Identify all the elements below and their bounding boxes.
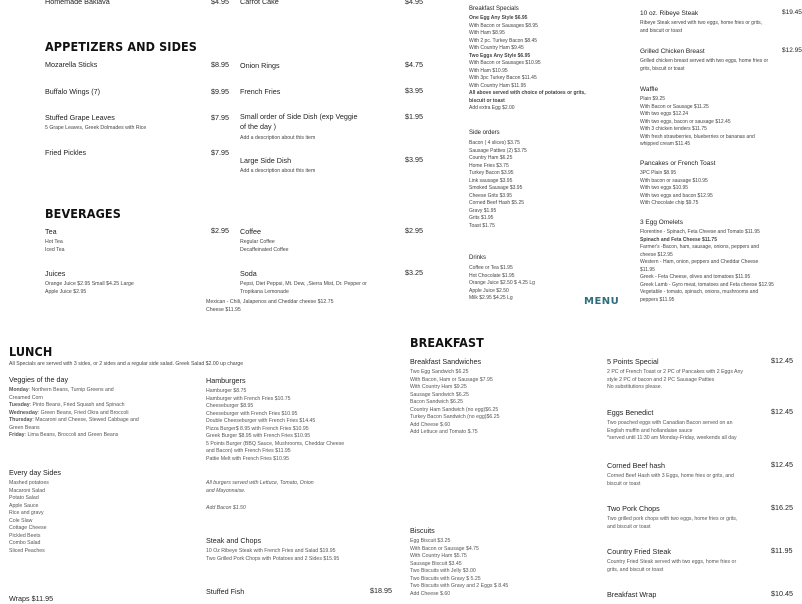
section-heading-breakfast: BREAKFAST — [410, 335, 484, 350]
menu-item-price: $4.75 — [405, 60, 423, 69]
list-item: With Ham $8.95 — [469, 30, 505, 36]
menu-item-name: 5 Points Special — [607, 357, 659, 366]
menu-item-desc: Ribeye Steak served with two eggs, home fries or grits, and biscuit or toast — [640, 20, 762, 34]
list-item: Apple Juice $2.50 — [469, 287, 509, 294]
panel-breakfast-entrees — [584, 0, 802, 307]
menu-item-desc: Hot Tea — [45, 239, 63, 245]
menu-item-price: $2.95 — [211, 226, 229, 235]
menu-item-price: $12.45 — [771, 460, 793, 469]
menu-item-desc: Apple Juice $2.95 — [45, 289, 87, 295]
sandwiches-list: Two Egg Sandwich $6.25 With Bacon, Ham or Sausage $7.95 With Country Ham $9.25 Sausage Sandwich $6.25 Bacon Sandwich $6.25 Country Ham Sandwich (no egg)$6.25 Turkey Bacon Sandwich (no egg)$6.25 Add Cheese $.60 Add Lettuce and Tomato $.75 — [410, 369, 500, 436]
menu-item-desc: Corned Beef Hash with 3 Eggs, home fries or grits, and biscuit or toast — [607, 473, 734, 487]
menu-item-name: Two Pork Chops — [607, 504, 660, 513]
section-title: Biscuits — [410, 526, 435, 535]
list-item: With Ham $10.95 — [469, 67, 508, 74]
side-orders-list — [469, 140, 589, 230]
section-title: Drinks — [469, 255, 487, 261]
menu-item-price: $9.95 — [211, 87, 229, 96]
section-title: Steak and Chops — [206, 536, 262, 545]
menu-label: MENU — [584, 296, 620, 307]
section-heading-lunch: LUNCH — [9, 344, 53, 359]
omelets-list: Florentine - Spinach, Feta Cheese and Tomato $11.95 Spinach and Feta Cheese $11.75 Farmer's -Bacon, ham, sausage, onions, peppers and cheese $12.95 Western - Ham, onion, peppers and Cheddar Cheese $11.95 Greek - Feta Cheese, olives and tomatoes $11.95 Greek Lamb - Gyro meat, tomatoes and Feta cheese $12.95 Vegetable - tomato, spinach, onions, mushrooms and peppers $11.95 — [640, 229, 774, 303]
list-item: Home Fries $3.75 — [469, 162, 509, 169]
list-item: Milk $2.95 $4.25 Lg — [469, 295, 513, 301]
list-item: With Country Ham $11.95 — [469, 82, 527, 89]
menu-item-name: 3 Egg Omelets — [640, 219, 683, 226]
menu-item-price: $11.95 — [771, 546, 793, 555]
menu-item-name: Large Side Dish — [240, 156, 292, 165]
list-item: All above served with choice of potatoes or grits, biscuit or toast — [469, 90, 586, 104]
menu-item-price: $4.95 — [405, 0, 423, 6]
menu-item-price: $3.25 — [405, 268, 423, 277]
menu-item-desc: Mexican - Chili, Jalapenos and Cheddar cheese $12.75 — [206, 299, 334, 305]
section-title: Veggies of the day — [9, 375, 69, 384]
menu-item-name: Carrot Cake — [240, 0, 279, 6]
list-item: With 3pc Turkey Bacon $11.45 — [469, 75, 537, 81]
list-item: Cheese Grits $3.95 — [469, 192, 513, 199]
list-item: Sausage Patties (2) $3.75 — [469, 147, 527, 154]
menu-item-price: $10.45 — [771, 589, 793, 598]
menu-item-name: Small order of Side Dish (exp Veggie of the day ) — [240, 112, 358, 131]
menu-item-name: 10 oz. Ribeye Steak — [640, 10, 699, 17]
list-item: With Country Ham $9.45 — [469, 45, 524, 51]
menu-item-name: Soda — [240, 269, 257, 278]
section-heading-appetizers: APPETIZERS AND SIDES — [45, 39, 197, 54]
menu-item-price: $16.25 — [771, 503, 793, 512]
menu-item-price: $12.45 — [771, 407, 793, 416]
menu-item-name: Onion Rings — [240, 61, 280, 70]
menu-item-name: Buffalo Wings (7) — [45, 87, 100, 96]
menu-item-desc: Cheese $11.95 — [206, 307, 241, 313]
menu-item-desc: Pepsi, Diet Peppsi, Mt. Dew, ,Sierra Mist, Dr. Pepper or — [240, 281, 367, 287]
menu-item-name: Coffee — [240, 227, 262, 236]
menu-item-desc: Add a description about this item — [240, 135, 316, 141]
panel-breakfast-specials — [462, 0, 592, 300]
waffle-list: Plain $9.25 With Bacon or Sausage $11.25 With two eggs $12.24 With two eggs, bacon or sausage $12.45 With 3 chicken tenders $11.75 With fresh strawberries, blueberries or bananas and whipped cream $11.45 — [640, 96, 755, 147]
menu-item-name: Tea — [45, 227, 57, 236]
panel-appetizers-beverages — [0, 0, 462, 322]
section-heading-beverages: BEVERAGES — [45, 206, 121, 221]
list-item: Link sausage $3.95 — [469, 177, 513, 184]
menu-item-price: $12.45 — [771, 356, 793, 365]
list-item: Two Eggs Any Style $6.95 — [469, 52, 531, 59]
list-item: Add extra Egg $2.00 — [469, 105, 515, 111]
menu-item-desc: Tropikana Lemonade — [240, 289, 289, 295]
add-bacon-note: Add Bacon $1.50 — [206, 505, 246, 511]
menu-item-price: $3.95 — [405, 155, 423, 164]
menu-item-price: $1.95 — [405, 112, 423, 121]
menu-item-desc: 2 PC of French Toast or 2 PC of Pancakes with 2 Eggs Any style 2 PC of bacon and 2 PC Sausage Patties No substitutions please. — [607, 369, 743, 391]
menu-item-price: $2.95 — [405, 226, 423, 235]
hamburgers-list: Hamburger $8.75 Hamburger with French Fries $10.75 Cheeseburger $8.95 Cheeseburger with French Fries $10.95 Double Cheeseburger with French Fries $14.45 Pizza Burger$ 8.95 with French Fries $10.95 Greek Burger $8.95 with French Fries $10.95 5 Points Burger (BBQ Sauce, Mushrooms, Cheddar Cheese and Bacon) with French Fries $11.95 Pattie Melt with French Fries $10.95 — [206, 388, 345, 462]
list-item: Bacon ( 4 slices) $3.75 — [469, 140, 520, 146]
menu-item-price: $7.95 — [211, 113, 229, 122]
list-item: Gravy $1.95 — [469, 207, 497, 214]
menu-item-price: $18.95 — [370, 586, 392, 595]
steak-list: 10 Oz Ribeye Steak with French Fries and Salad $19.95 Two Grilled Pork Chops with Potatoes and 2 Sides $15.95 — [206, 548, 340, 562]
menu-item-desc: Iced Tea — [45, 247, 65, 253]
menu-item-name: Fried Pickles — [45, 148, 87, 157]
list-item: Smoked Sausage $3.95 — [469, 185, 523, 191]
menu-item-name: Corned Beef hash — [607, 461, 665, 470]
list-item: Turkey Bacon $3.95 — [469, 170, 514, 176]
menu-item-price: $3.95 — [405, 86, 423, 95]
pancakes-list: 3PC Plain $8.95 With bacon or sausage $10.95 With two eggs $10.95 With two eggs and bacon $12.95 With Chocolate chip $9.75 — [640, 170, 713, 206]
section-title: Hamburgers — [206, 376, 246, 385]
list-item: With 2 pc. Turkey Bacon $8.45 — [469, 37, 538, 44]
menu-item-name: Stuffed Fish — [206, 587, 245, 596]
section-title: Breakfast Sandwiches — [410, 357, 482, 366]
menu-item-name: Pancakes or French Toast — [640, 160, 716, 167]
menu-item-desc: Add a description about this item — [240, 168, 316, 174]
biscuits-list: Egg Biscuit $3.25 With Bacon or Sausage $4.75 With Country Ham $5.75 Sausage Biscuit $3.45 Two Biscuits with Jelly $3.00 Two Biscuits with Gravy $ 5.25 Two Biscuits with Gravy and 2 Eggs $ 8.45 Add Cheese $.60 — [410, 538, 509, 597]
list-item: Coffee or Tea $1.95 — [469, 265, 513, 271]
menu-item-name: Grilled Chicken Breast — [640, 48, 705, 55]
section-title: Side orders — [469, 130, 500, 136]
menu-item-name: French Fries — [240, 87, 281, 96]
lunch-subtitle: All Specials are served with 3 sides, or 2 sides and a regular side salad. Greek Salad $2.00 up charge — [9, 361, 244, 367]
menu-item-desc: Country Fried Steak served with two eggs, home fries or grits, and biscuit or toast — [607, 559, 737, 573]
breakfast-specials-list — [469, 15, 589, 113]
menu-item-price: $12.95 — [782, 47, 802, 54]
section-title: Breakfast Specials — [469, 6, 519, 12]
menu-item-name: Country Fried Steak — [607, 547, 671, 556]
menu-item-desc: Two grilled pork chops with two eggs, home fries or grits, and biscuit or toast — [607, 516, 738, 530]
menu-item-name: Waffle — [640, 86, 659, 93]
menu-item-price: $4.95 — [211, 0, 229, 6]
menu-item-name: Mozarella Sticks — [45, 60, 98, 69]
list-item: With Bacon or Sausages $10.95 — [469, 60, 541, 66]
list-item: One Egg Any Style $6.95 — [469, 15, 528, 21]
list-item: Hot Chocolate $1.95 — [469, 272, 515, 279]
menu-item-desc: Regular Coffee — [240, 239, 275, 245]
list-item: With Bacon or Sausages $8.95 — [469, 22, 538, 29]
menu-item-desc: Decaffeinated Coffee — [240, 247, 289, 253]
everyday-sides-list: Mashed potatoes Macaroni Salad Potato Salad Apple Sauce Rice and gravy Cole Slaw Cottage Cheese Pickled Beets Combo Salad Sliced Peaches — [9, 480, 49, 554]
menu-item-name: Breakfast Wrap — [607, 590, 657, 599]
list-item: Orange Juice $2.50 $ 4.25 Lg — [469, 280, 535, 286]
menu-item-price: $8.95 — [211, 60, 229, 69]
menu-item-desc: Grilled chicken breast served with two eggs, home fries or grits, biscuit or toast — [640, 58, 769, 72]
burger-note: All burgers served with Lettuce, Tomato, Onion and Mayonnaise. — [206, 480, 314, 494]
menu-item-desc: Two poached eggs with Canadian Bacon served on an English muffin and hollandaise sauce *served until 11:30 am Monday-Friday, weekends all day — [607, 420, 737, 442]
list-item: Grits $1.95 — [469, 215, 494, 221]
list-item: Corned Beef Hash $5.25 — [469, 200, 525, 206]
menu-item-desc: 5 Grape Leaves, Greek Dolmades with Rice — [45, 125, 147, 131]
menu-item-name: Eggs Benedict — [607, 408, 654, 417]
menu-item-name: Homemade Baklava — [45, 0, 110, 6]
menu-item-name: Wraps $11.95 — [9, 594, 54, 603]
section-title: Every day Sides — [9, 468, 61, 477]
list-item: Country Ham $6.25 — [469, 155, 513, 161]
menu-item-price: $7.95 — [211, 148, 229, 157]
veggies-list: Monday: Northern Beans, Turnip Greens and Creamed Corn Tuesday: Pinto Beans, Fried Squash and Spinach Wednesday: Green Beans, Fried Okra and Broccoli Thursday: Macaroni and Cheese, Stewed Cabbage and Green Beans Friday: Lima Beans, Broccoli and Green Beans — [9, 387, 139, 439]
menu-item-name: Stuffed Grape Leaves — [45, 113, 115, 122]
drinks-list — [469, 265, 589, 303]
menu-item-price: $19.45 — [782, 9, 802, 16]
list-item: Toast $1.75 — [469, 222, 495, 229]
menu-item-name: Juices — [45, 269, 66, 278]
menu-item-desc: Orange Juice $2.95 Small $4.25 Large — [45, 281, 134, 287]
panel-lunch — [0, 334, 400, 603]
panel-breakfast — [400, 322, 800, 600]
